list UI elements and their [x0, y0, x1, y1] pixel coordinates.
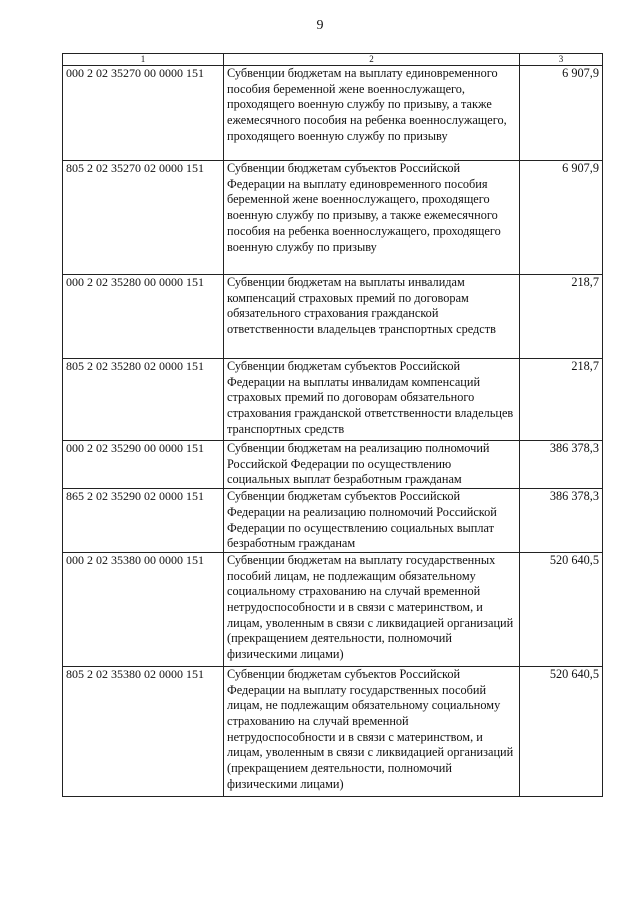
- page-number: 9: [316, 18, 324, 33]
- budget-code-cell: 805 2 02 35270 02 0000 151: [63, 161, 224, 275]
- table-row: [63, 441, 603, 489]
- table-header-row: [63, 54, 603, 66]
- budget-code-cell: 865 2 02 35290 02 0000 151: [63, 489, 224, 553]
- budget-code-cell: 000 2 02 35380 00 0000 151: [63, 552, 224, 666]
- description-cell: Субвенции бюджетам субъектов Российской Федерации на выплату единовременного пособия беременной жене военнослужащего, проходящего военную службу по призыву, а также ежемесячного пособия на ребенка военнослужащего, проходящего военную службу по призыву: [224, 161, 520, 275]
- column-header-code: 1: [63, 54, 224, 66]
- description-cell: Субвенции бюджетам субъектов Российской Федерации на выплаты инвалидам компенсаций страховых премий по договорам обязательного страхования гражданской ответственности владельцев транспортных средств: [224, 359, 520, 441]
- amount-cell: 386 378,3: [520, 441, 603, 489]
- budget-code-cell: 805 2 02 35380 02 0000 151: [63, 666, 224, 796]
- table-row: [63, 552, 603, 666]
- table-row: [63, 66, 603, 161]
- amount-cell: 520 640,5: [520, 552, 603, 666]
- budget-code-cell: 000 2 02 35290 00 0000 151: [63, 441, 224, 489]
- table-row: [63, 275, 603, 359]
- table-row: [63, 666, 603, 796]
- budget-code-cell: 000 2 02 35270 00 0000 151: [63, 66, 224, 161]
- description-cell: Субвенции бюджетам на выплату государственных пособий лицам, не подлежащим обязательному социальному страхованию на случай временной нетрудоспособности и в связи с материнством, и лицам, уволенным в связи с ликвидацией организаций (прекращением деятельности, полномочий физическими лицами): [224, 552, 520, 666]
- amount-cell: 520 640,5: [520, 666, 603, 796]
- description-cell: Субвенции бюджетам на выплаты инвалидам компенсаций страховых премий по договорам обязательного страхования гражданской ответственности владельцев транспортных средств: [224, 275, 520, 359]
- description-cell: Субвенции бюджетам на реализацию полномочий Российской Федерации по осуществлению социальных выплат безработным гражданам: [224, 441, 520, 489]
- column-header-amount: 3: [520, 54, 603, 66]
- amount-cell: 386 378,3: [520, 489, 603, 553]
- description-cell: Субвенции бюджетам субъектов Российской Федерации на реализацию полномочий Российской Федерации по осуществлению социальных выплат безработным гражданам: [224, 489, 520, 553]
- table-row: [63, 489, 603, 553]
- description-cell: Субвенции бюджетам субъектов Российской Федерации на выплату государственных пособий лицам, не подлежащим обязательному социальному страхованию на случай временной нетрудоспособности и в связи с материнством, и лицам, уволенным в связи с ликвидацией организаций (прекращением деятельности, полномочий физическими лицами): [224, 666, 520, 796]
- amount-cell: 6 907,9: [520, 161, 603, 275]
- amount-cell: 6 907,9: [520, 66, 603, 161]
- budget-code-cell: 000 2 02 35280 00 0000 151: [63, 275, 224, 359]
- table-row: [63, 161, 603, 275]
- amount-cell: 218,7: [520, 275, 603, 359]
- budget-code-cell: 805 2 02 35280 02 0000 151: [63, 359, 224, 441]
- budget-table: [62, 53, 603, 797]
- column-header-description: 2: [224, 54, 520, 66]
- description-cell: Субвенции бюджетам на выплату единовременного пособия беременной жене военнослужащего, проходящего военную службу по призыву, а также ежемесячного пособия на ребенка военнослужащего, проходящего военную службу по призыву: [224, 66, 520, 161]
- amount-cell: 218,7: [520, 359, 603, 441]
- table-row: [63, 359, 603, 441]
